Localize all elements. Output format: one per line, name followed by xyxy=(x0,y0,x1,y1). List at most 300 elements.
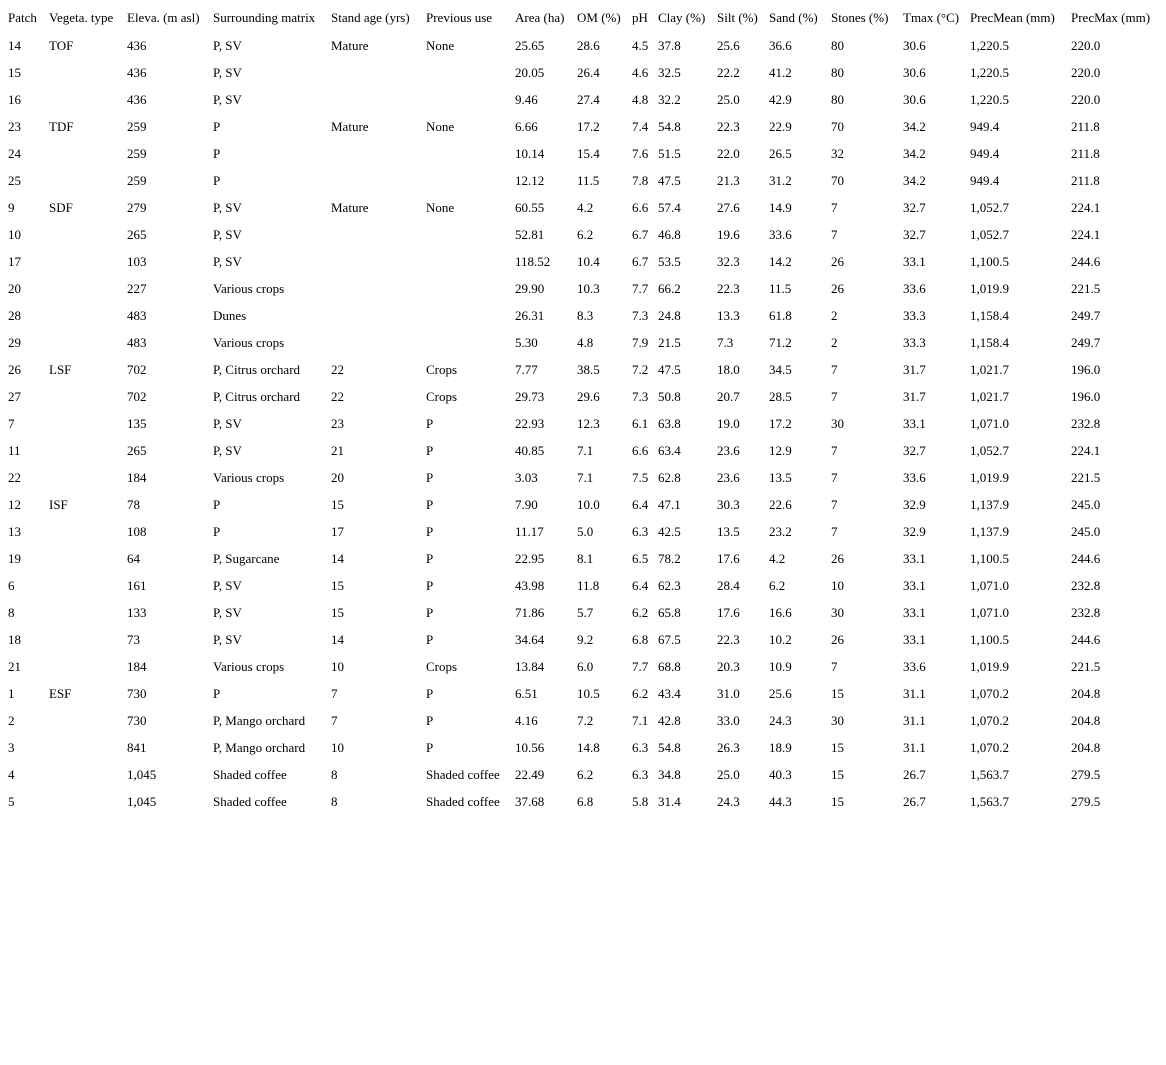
table-cell: 259 xyxy=(127,172,147,188)
table-cell: P, SV xyxy=(213,91,242,107)
table-cell: P xyxy=(213,496,221,512)
table-cell: Crops xyxy=(426,658,458,674)
table-cell: 702 xyxy=(127,361,147,377)
table-cell: 184 xyxy=(127,469,147,485)
table-cell: 10 xyxy=(331,658,344,674)
table-cell: 67.5 xyxy=(658,631,681,647)
table-cell: 25 xyxy=(8,172,21,188)
table-cell: 20.05 xyxy=(515,64,545,80)
table-cell: 6.7 xyxy=(632,226,649,242)
table-cell: 71.2 xyxy=(769,334,792,350)
table-cell: 15 xyxy=(831,739,844,755)
table-cell: 436 xyxy=(127,37,147,53)
table-cell: 68.8 xyxy=(658,658,681,674)
table-row xyxy=(5,86,1164,113)
table-cell: 2 xyxy=(831,307,838,323)
table-cell: 22 xyxy=(331,361,344,377)
table-cell: 10.4 xyxy=(577,253,600,269)
table-cell: 108 xyxy=(127,523,147,539)
table-cell: 232.8 xyxy=(1071,577,1101,593)
table-cell: 33.6 xyxy=(903,658,926,674)
table-row xyxy=(5,788,1164,815)
table-cell: 7.3 xyxy=(717,334,734,350)
table-cell: 13.5 xyxy=(769,469,792,485)
table-cell: 1,563.7 xyxy=(970,793,1009,809)
table-cell: 4.16 xyxy=(515,712,538,728)
table-cell: 17 xyxy=(8,253,21,269)
table-cell: P xyxy=(426,496,434,512)
table-row xyxy=(5,383,1164,410)
table-cell: 43.98 xyxy=(515,577,545,593)
table-cell: 29.6 xyxy=(577,388,600,404)
table-cell: 103 xyxy=(127,253,147,269)
table-cell: 7.6 xyxy=(632,145,649,161)
table-cell: 14 xyxy=(331,550,344,566)
table-cell: 26.31 xyxy=(515,307,545,323)
table-cell: Various crops xyxy=(213,280,285,296)
table-cell: 24.3 xyxy=(717,793,740,809)
table-cell: P xyxy=(426,739,434,755)
table-cell: Various crops xyxy=(213,334,285,350)
table-cell: 23.6 xyxy=(717,442,740,458)
table-cell: P, SV xyxy=(213,442,242,458)
table-cell: 51.5 xyxy=(658,145,681,161)
table-row xyxy=(5,707,1164,734)
table-cell: 7.3 xyxy=(632,307,649,323)
table-cell: 66.2 xyxy=(658,280,681,296)
table-cell: 18 xyxy=(8,631,21,647)
table-cell: 29.90 xyxy=(515,280,545,296)
table-cell: Mature xyxy=(331,37,369,53)
table-cell xyxy=(46,464,124,491)
table-cell: 80 xyxy=(831,37,844,53)
table-cell: 1,220.5 xyxy=(970,64,1009,80)
table-cell: 10.0 xyxy=(577,496,600,512)
table-cell: 7.1 xyxy=(577,442,594,458)
table-cell: 4.6 xyxy=(632,64,649,80)
table-row xyxy=(5,437,1164,464)
table-cell: 10 xyxy=(8,226,21,242)
table-cell: 30 xyxy=(831,604,844,620)
table-cell: 42.9 xyxy=(769,91,792,107)
table-cell: 133 xyxy=(127,604,147,620)
table-cell: 4.8 xyxy=(632,91,649,107)
table-cell: 1,158.4 xyxy=(970,334,1009,350)
table-cell: 17.2 xyxy=(769,415,792,431)
table-row xyxy=(5,32,1164,59)
table-row xyxy=(5,680,1164,707)
table-cell: 6.2 xyxy=(577,766,594,782)
table-cell xyxy=(46,707,124,734)
table-cell: 7 xyxy=(8,415,15,431)
table-cell: 1,070.2 xyxy=(970,685,1009,701)
table-cell: 32.7 xyxy=(903,199,926,215)
table-cell: 41.2 xyxy=(769,64,792,80)
table-cell: 78 xyxy=(127,496,140,512)
table-cell: 245.0 xyxy=(1071,523,1101,539)
table-cell: Mature xyxy=(331,199,369,215)
table-cell: 26 xyxy=(831,253,844,269)
table-cell: 31.7 xyxy=(903,388,926,404)
table-cell: 80 xyxy=(831,91,844,107)
table-cell: 10.9 xyxy=(769,658,792,674)
table-cell: 6 xyxy=(8,577,15,593)
table-cell: P, SV xyxy=(213,253,242,269)
table-cell xyxy=(328,329,423,356)
table-cell xyxy=(423,221,512,248)
table-cell xyxy=(328,248,423,275)
table-cell: TDF xyxy=(49,118,74,134)
table-cell: 10.5 xyxy=(577,685,600,701)
table-cell: 7 xyxy=(831,442,838,458)
table-cell: 7.9 xyxy=(632,334,649,350)
table-cell: 196.0 xyxy=(1071,388,1101,404)
table-cell: 23.2 xyxy=(769,523,792,539)
table-cell: 8.3 xyxy=(577,307,594,323)
table-row xyxy=(5,113,1164,140)
table-cell: 20.7 xyxy=(717,388,740,404)
table-cell: 730 xyxy=(127,712,147,728)
table-cell: 26 xyxy=(831,631,844,647)
table-cell xyxy=(46,86,124,113)
table-cell: 6.2 xyxy=(769,577,786,593)
table-cell: 62.8 xyxy=(658,469,681,485)
table-cell: 15 xyxy=(331,496,344,512)
table-cell xyxy=(423,329,512,356)
table-cell: Various crops xyxy=(213,469,285,485)
table-cell: 7.8 xyxy=(632,172,649,188)
table-cell: 7.7 xyxy=(632,658,649,674)
table-cell: 6.8 xyxy=(577,793,594,809)
table-cell: 6.5 xyxy=(632,550,649,566)
table-cell xyxy=(46,626,124,653)
table-cell: 14 xyxy=(8,37,21,53)
table-cell: 17.6 xyxy=(717,604,740,620)
table-cell: 249.7 xyxy=(1071,334,1101,350)
table-cell xyxy=(46,572,124,599)
table-cell xyxy=(423,86,512,113)
table-cell: 57.4 xyxy=(658,199,681,215)
table-cell: 33.1 xyxy=(903,550,926,566)
table-cell: 1,019.9 xyxy=(970,658,1009,674)
table-cell: 10 xyxy=(331,739,344,755)
column-header: Area (ha) xyxy=(515,10,565,25)
table-cell: 6.2 xyxy=(632,604,649,620)
table-cell xyxy=(328,275,423,302)
table-cell: 20 xyxy=(331,469,344,485)
table-cell: 63.8 xyxy=(658,415,681,431)
table-cell: 483 xyxy=(127,307,147,323)
table-cell: 1,021.7 xyxy=(970,388,1009,404)
table-cell: 26.5 xyxy=(769,145,792,161)
table-cell: 12 xyxy=(8,496,21,512)
table-cell: 34.8 xyxy=(658,766,681,782)
table-cell xyxy=(46,275,124,302)
table-cell: 2 xyxy=(831,334,838,350)
table-cell: 17.2 xyxy=(577,118,600,134)
table-cell: 37.8 xyxy=(658,37,681,53)
table-cell: 31.2 xyxy=(769,172,792,188)
table-cell: P, SV xyxy=(213,631,242,647)
table-cell: None xyxy=(426,37,455,53)
table-cell: 220.0 xyxy=(1071,37,1101,53)
table-cell xyxy=(328,302,423,329)
table-cell: 22.93 xyxy=(515,415,545,431)
table-row xyxy=(5,356,1164,383)
table-cell xyxy=(46,518,124,545)
table-cell: P xyxy=(426,523,434,539)
table-cell xyxy=(46,761,124,788)
table-cell: 9 xyxy=(8,199,15,215)
table-cell: 1,071.0 xyxy=(970,577,1009,593)
table-cell xyxy=(46,599,124,626)
table-cell: P xyxy=(426,415,434,431)
table-cell: 10 xyxy=(831,577,844,593)
table-row xyxy=(5,167,1164,194)
table-cell: 64 xyxy=(127,550,140,566)
table-cell: P xyxy=(213,685,221,701)
column-header: Tmax (°C) xyxy=(903,10,960,25)
table-cell xyxy=(46,410,124,437)
table-cell: P, Mango orchard xyxy=(213,739,306,755)
table-cell: 244.6 xyxy=(1071,550,1101,566)
table-cell: LSF xyxy=(49,361,72,377)
table-cell: 7.5 xyxy=(632,469,649,485)
table-cell: 32.7 xyxy=(903,226,926,242)
table-cell xyxy=(423,167,512,194)
table-cell: 54.8 xyxy=(658,739,681,755)
table-cell: 31.4 xyxy=(658,793,681,809)
table-cell: 15.4 xyxy=(577,145,600,161)
table-cell: 19.0 xyxy=(717,415,740,431)
table-cell: 483 xyxy=(127,334,147,350)
column-header: PrecMean (mm) xyxy=(970,10,1055,25)
table-cell: 7.3 xyxy=(632,388,649,404)
table-cell: 5.0 xyxy=(577,523,594,539)
table-cell: 436 xyxy=(127,64,147,80)
table-cell: 47.5 xyxy=(658,361,681,377)
table-cell xyxy=(46,734,124,761)
table-cell: 34.2 xyxy=(903,145,926,161)
table-cell xyxy=(328,59,423,86)
table-cell: 33.3 xyxy=(903,334,926,350)
table-cell: P xyxy=(213,145,221,161)
table-cell: TOF xyxy=(49,37,74,53)
table-cell: Dunes xyxy=(213,307,247,323)
table-cell: Crops xyxy=(426,361,458,377)
column-header: pH xyxy=(632,10,648,25)
table-cell: 7 xyxy=(831,496,838,512)
table-row xyxy=(5,626,1164,653)
table-cell: 15 xyxy=(331,604,344,620)
table-cell xyxy=(46,788,124,815)
table-cell: Shaded coffee xyxy=(426,793,500,809)
table-cell: 7.77 xyxy=(515,361,538,377)
table-cell xyxy=(46,59,124,86)
table-cell: 730 xyxy=(127,685,147,701)
table-cell: 10.56 xyxy=(515,739,545,755)
table-cell: 220.0 xyxy=(1071,64,1101,80)
table-cell: 6.1 xyxy=(632,415,649,431)
table-cell: 16.6 xyxy=(769,604,792,620)
table-cell xyxy=(46,437,124,464)
column-header: Stand age (yrs) xyxy=(331,10,410,25)
table-cell: 32.9 xyxy=(903,523,926,539)
table-cell: 6.6 xyxy=(632,442,649,458)
table-cell: 33.0 xyxy=(717,712,740,728)
table-cell: 221.5 xyxy=(1071,280,1101,296)
table-cell: Shaded coffee xyxy=(213,793,287,809)
table-cell: 23 xyxy=(8,118,21,134)
table-cell: 224.1 xyxy=(1071,442,1101,458)
table-cell: 32.5 xyxy=(658,64,681,80)
table-cell: P, Citrus orchard xyxy=(213,388,301,404)
column-header: Vegeta. type xyxy=(49,10,114,25)
table-cell: 26 xyxy=(8,361,21,377)
header-row xyxy=(5,4,1164,32)
column-header: Clay (%) xyxy=(658,10,706,25)
table-cell: 2 xyxy=(8,712,15,728)
table-cell: P, Sugarcane xyxy=(213,550,280,566)
table-cell: None xyxy=(426,199,455,215)
table-cell: 38.5 xyxy=(577,361,600,377)
table-header xyxy=(5,4,1164,32)
table-cell: 42.8 xyxy=(658,712,681,728)
table-cell: 30.6 xyxy=(903,91,926,107)
table-cell: 7.2 xyxy=(577,712,594,728)
table-cell: 1,019.9 xyxy=(970,280,1009,296)
table-cell: 30.3 xyxy=(717,496,740,512)
table-cell: 30.6 xyxy=(903,64,926,80)
table-cell: 29 xyxy=(8,334,21,350)
table-cell: 15 xyxy=(831,685,844,701)
table-cell: 9.2 xyxy=(577,631,594,647)
table-cell xyxy=(46,653,124,680)
table-cell: 249.7 xyxy=(1071,307,1101,323)
table-cell: 25.65 xyxy=(515,37,545,53)
table-cell: 1,137.9 xyxy=(970,496,1009,512)
table-cell: 22.9 xyxy=(769,118,792,134)
table-cell: 9.46 xyxy=(515,91,538,107)
table-row xyxy=(5,545,1164,572)
table-cell: 6.3 xyxy=(632,523,649,539)
table-cell: 26 xyxy=(831,550,844,566)
table-row xyxy=(5,59,1164,86)
table-cell: 6.51 xyxy=(515,685,538,701)
table-cell: 7.1 xyxy=(577,469,594,485)
table-cell: 46.8 xyxy=(658,226,681,242)
column-header: Patch xyxy=(8,10,37,25)
table-cell: 24 xyxy=(8,145,21,161)
table-cell: 26 xyxy=(831,280,844,296)
table-cell: 204.8 xyxy=(1071,685,1101,701)
table-cell: 204.8 xyxy=(1071,739,1101,755)
table-cell: 265 xyxy=(127,226,147,242)
table-cell: 23 xyxy=(331,415,344,431)
table-cell: 702 xyxy=(127,388,147,404)
table-cell: 118.52 xyxy=(515,253,551,269)
table-cell: P xyxy=(426,712,434,728)
table-cell: 220.0 xyxy=(1071,91,1101,107)
table-cell: 28.4 xyxy=(717,577,740,593)
table-cell: 18.9 xyxy=(769,739,792,755)
table-cell: 26.4 xyxy=(577,64,600,80)
table-cell: 5.7 xyxy=(577,604,594,620)
table-cell xyxy=(46,329,124,356)
table-cell: 24.8 xyxy=(658,307,681,323)
table-cell: 1,070.2 xyxy=(970,712,1009,728)
table-cell: 30 xyxy=(831,712,844,728)
table-cell: 19 xyxy=(8,550,21,566)
table-cell: 22.2 xyxy=(717,64,740,80)
table-cell: 1,070.2 xyxy=(970,739,1009,755)
table-cell: 15 xyxy=(331,577,344,593)
column-header: Sand (%) xyxy=(769,10,818,25)
table-cell xyxy=(423,275,512,302)
table-cell: 26.3 xyxy=(717,739,740,755)
table-cell: 34.2 xyxy=(903,172,926,188)
table-cell: P, SV xyxy=(213,37,242,53)
table-cell xyxy=(423,59,512,86)
table-cell: 36.6 xyxy=(769,37,792,53)
table-cell: 50.8 xyxy=(658,388,681,404)
table-cell xyxy=(328,140,423,167)
table-cell: 47.1 xyxy=(658,496,681,512)
table-cell: 1,019.9 xyxy=(970,469,1009,485)
table-cell: 1,563.7 xyxy=(970,766,1009,782)
table-cell: 1,071.0 xyxy=(970,604,1009,620)
table-cell: 4.2 xyxy=(769,550,786,566)
table-cell: 40.85 xyxy=(515,442,545,458)
table-cell: 33.1 xyxy=(903,253,926,269)
table-cell: 7 xyxy=(331,712,338,728)
table-cell: 30 xyxy=(831,415,844,431)
table-cell: 7 xyxy=(831,469,838,485)
table-cell: P xyxy=(426,685,434,701)
table-cell: 279 xyxy=(127,199,147,215)
table-cell: 8 xyxy=(331,793,338,809)
table-cell: 32.3 xyxy=(717,253,740,269)
table-cell xyxy=(46,302,124,329)
table-cell: 7 xyxy=(831,388,838,404)
table-cell: 279.5 xyxy=(1071,793,1101,809)
table-cell: 26.7 xyxy=(903,766,926,782)
table-cell: 244.6 xyxy=(1071,631,1101,647)
table-cell: 53.5 xyxy=(658,253,681,269)
table-cell: 7 xyxy=(831,658,838,674)
table-cell: 3.03 xyxy=(515,469,538,485)
table-cell: 949.4 xyxy=(970,145,1000,161)
table-cell: 14 xyxy=(331,631,344,647)
table-cell: 33.3 xyxy=(903,307,926,323)
table-cell: 80 xyxy=(831,64,844,80)
table-cell: 135 xyxy=(127,415,147,431)
table-row xyxy=(5,734,1164,761)
table-cell: 8 xyxy=(8,604,15,620)
table-cell: 7 xyxy=(831,361,838,377)
table-cell: P xyxy=(213,172,221,188)
table-row xyxy=(5,140,1164,167)
table-cell: 12.3 xyxy=(577,415,600,431)
table-cell: 10.14 xyxy=(515,145,545,161)
table-cell: 6.4 xyxy=(632,496,649,512)
table-cell: 30.6 xyxy=(903,37,926,53)
table-cell: P, Citrus orchard xyxy=(213,361,301,377)
table-cell: 4 xyxy=(8,766,15,782)
table-cell xyxy=(328,86,423,113)
table-cell: 841 xyxy=(127,739,147,755)
table-cell: 6.0 xyxy=(577,658,594,674)
